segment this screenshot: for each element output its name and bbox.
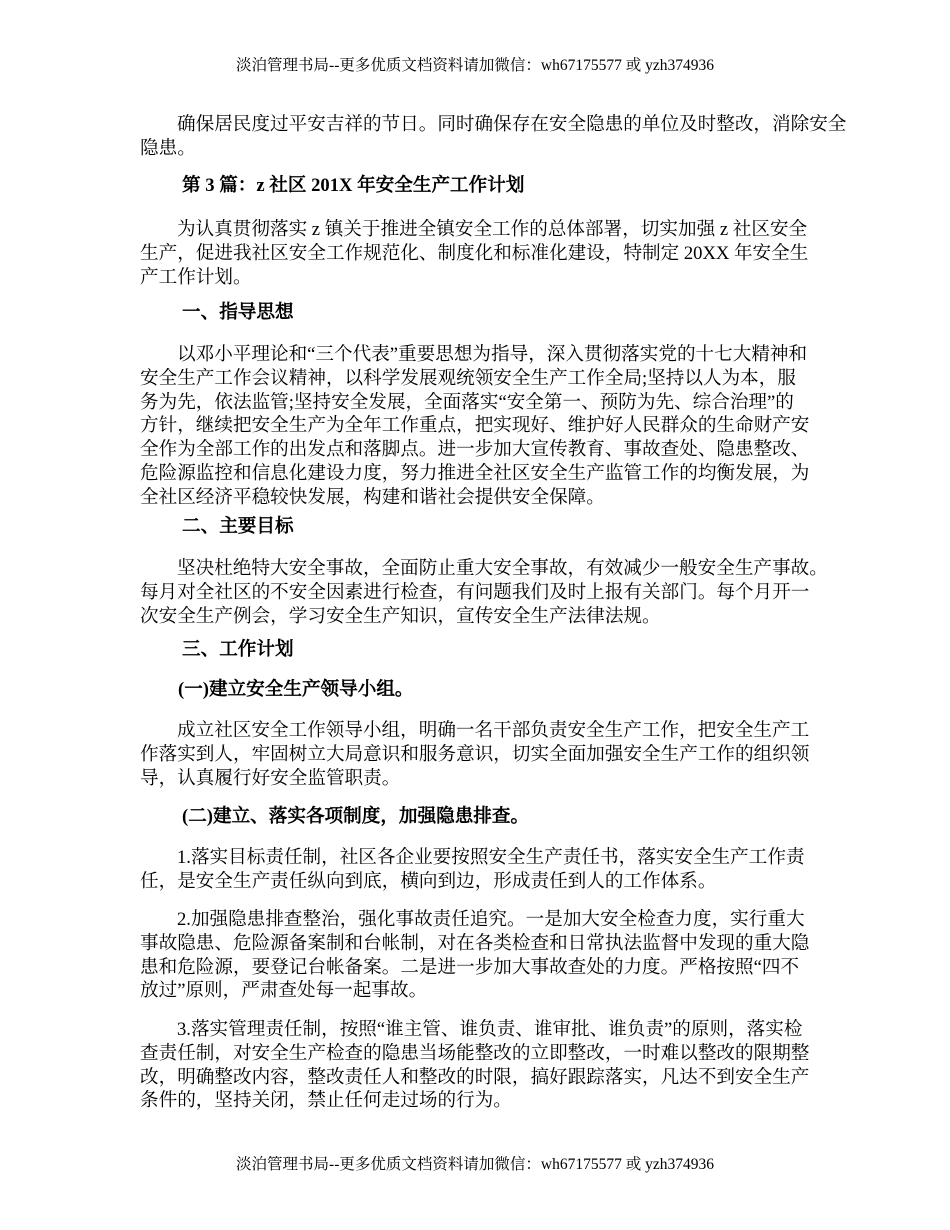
document-title: 第 3 篇：z 社区 201X 年安全生产工作计划 — [182, 175, 525, 196]
text-line: 放过”原则，严肃查处每一起事故。 — [140, 980, 428, 1002]
text-line: 条件的，坚持关闭，禁止任何走过场的行为。 — [140, 1090, 512, 1112]
text-line: 1.落实目标责任制，社区各企业要按照安全生产责任书，落实安全生产工作责 — [177, 847, 805, 868]
subheading-leadership-group: (一)建立安全生产领导小组。 — [178, 679, 414, 700]
paragraph-leadership — [140, 719, 830, 790]
text-line: 事故隐患、危险源备案制和台帐制，对在各类检查和日常执法监督中发现的重大隐 — [140, 932, 810, 954]
text-line: 隐患。 — [140, 137, 196, 159]
paragraph-guiding — [140, 343, 830, 510]
text-line: 成立社区安全工作领导小组，明确一名干部负责安全生产工作，把安全生产工 — [177, 720, 810, 741]
text-line: 患和危险源，要登记台帐备案。二是进一步加大事故查处的力度。严格按照“四不 — [140, 956, 800, 978]
page-footer: 淡泊管理书局--更多优质文档资料请加微信：wh67175577 或 yzh374936 — [236, 1156, 714, 1173]
text-line: 全作为全部工作的出发点和落脚点。进一步加大宣传教育、事故查处、隐患整改、 — [140, 439, 810, 461]
text-line: 方针，继续把安全生产为全年工作重点，把实现好、维护好人民群众的生命财产安 — [140, 415, 810, 437]
text-line: 每月对全社区的不安全因素进行检查，有问题我们及时上报有关部门。每个月开一 — [140, 581, 810, 603]
heading-main-goals: 二、主要目标 — [182, 516, 294, 537]
page-header: 淡泊管理书局--更多优质文档资料请加微信：wh67175577 或 yzh374936 — [236, 57, 714, 74]
text-line: 导，认真履行好安全监管职责。 — [140, 767, 401, 789]
text-line: 为认真贯彻落实 z 镇关于推进全镇安全工作的总体部署，切实加强 z 社区安全 — [177, 219, 808, 240]
paragraph-goals — [140, 557, 830, 628]
text-line: 作落实到人，牢固树立大局意识和服务意识，切实全面加强安全生产工作的组织领 — [140, 743, 810, 765]
text-line: 安全生产工作会议精神，以科学发展观统领安全生产工作全局;坚持以人为本，服 — [140, 367, 796, 389]
text-line: 2.加强隐患排查整治，强化事故责任追究。一是加大安全检查力度，实行重大 — [177, 909, 805, 930]
text-line: 任，是安全生产责任纵向到底，横向到边，形成责任到人的工作体系。 — [140, 870, 717, 892]
text-line: 以邓小平理论和“三个代表”重要思想为指导，深入贯彻落实党的十七大精神和 — [177, 344, 808, 365]
paragraph-intro — [140, 113, 847, 161]
text-line: 坚决杜绝特大安全事故，全面防止重大安全事故，有效减少一般安全生产事故。 — [177, 558, 828, 579]
list-item-1 — [140, 846, 830, 894]
text-line: 生产，促进我社区安全工作规范化、制度化和标准化建设，特制定 20XX 年安全生 — [140, 242, 809, 264]
list-item-3 — [140, 1018, 830, 1113]
list-item-2 — [140, 908, 830, 1003]
text-line: 改，明确整改内容，整改责任人和整改的时限，搞好跟踪落实，凡达不到安全生产 — [140, 1066, 810, 1088]
text-line: 次安全生产例会，学习安全生产知识，宣传安全生产法律法规。 — [140, 605, 661, 627]
text-line: 务为先，依法监管;坚持安全发展，全面落实“安全第一、预防为先、综合治理”的 — [140, 391, 794, 413]
paragraph-purpose — [140, 218, 830, 289]
text-line: 全社区经济平稳较快发展，构建和谐社会提供安全保障。 — [140, 486, 605, 508]
text-line: 查责任制，对安全生产检查的隐患当场能整改的立即整改，一时难以整改的限期整 — [140, 1042, 810, 1064]
text-line: 产工作计划。 — [140, 266, 252, 288]
text-line: 危险源监控和信息化建设力度，努力推进全社区安全生产监管工作的均衡发展，为 — [140, 462, 810, 484]
subheading-systems: (二)建立、落实各项制度，加强隐患排查。 — [182, 806, 530, 827]
text-line: 3.落实管理责任制，按照“谁主管、谁负责、谁审批、谁负责”的原则，落实检 — [177, 1019, 803, 1040]
text-line: 确保居民度过平安吉祥的节日。同时确保存在安全隐患的单位及时整改，消除安全 — [177, 114, 847, 135]
heading-guiding-thought: 一、指导思想 — [182, 302, 294, 323]
heading-work-plan: 三、工作计划 — [182, 639, 294, 660]
